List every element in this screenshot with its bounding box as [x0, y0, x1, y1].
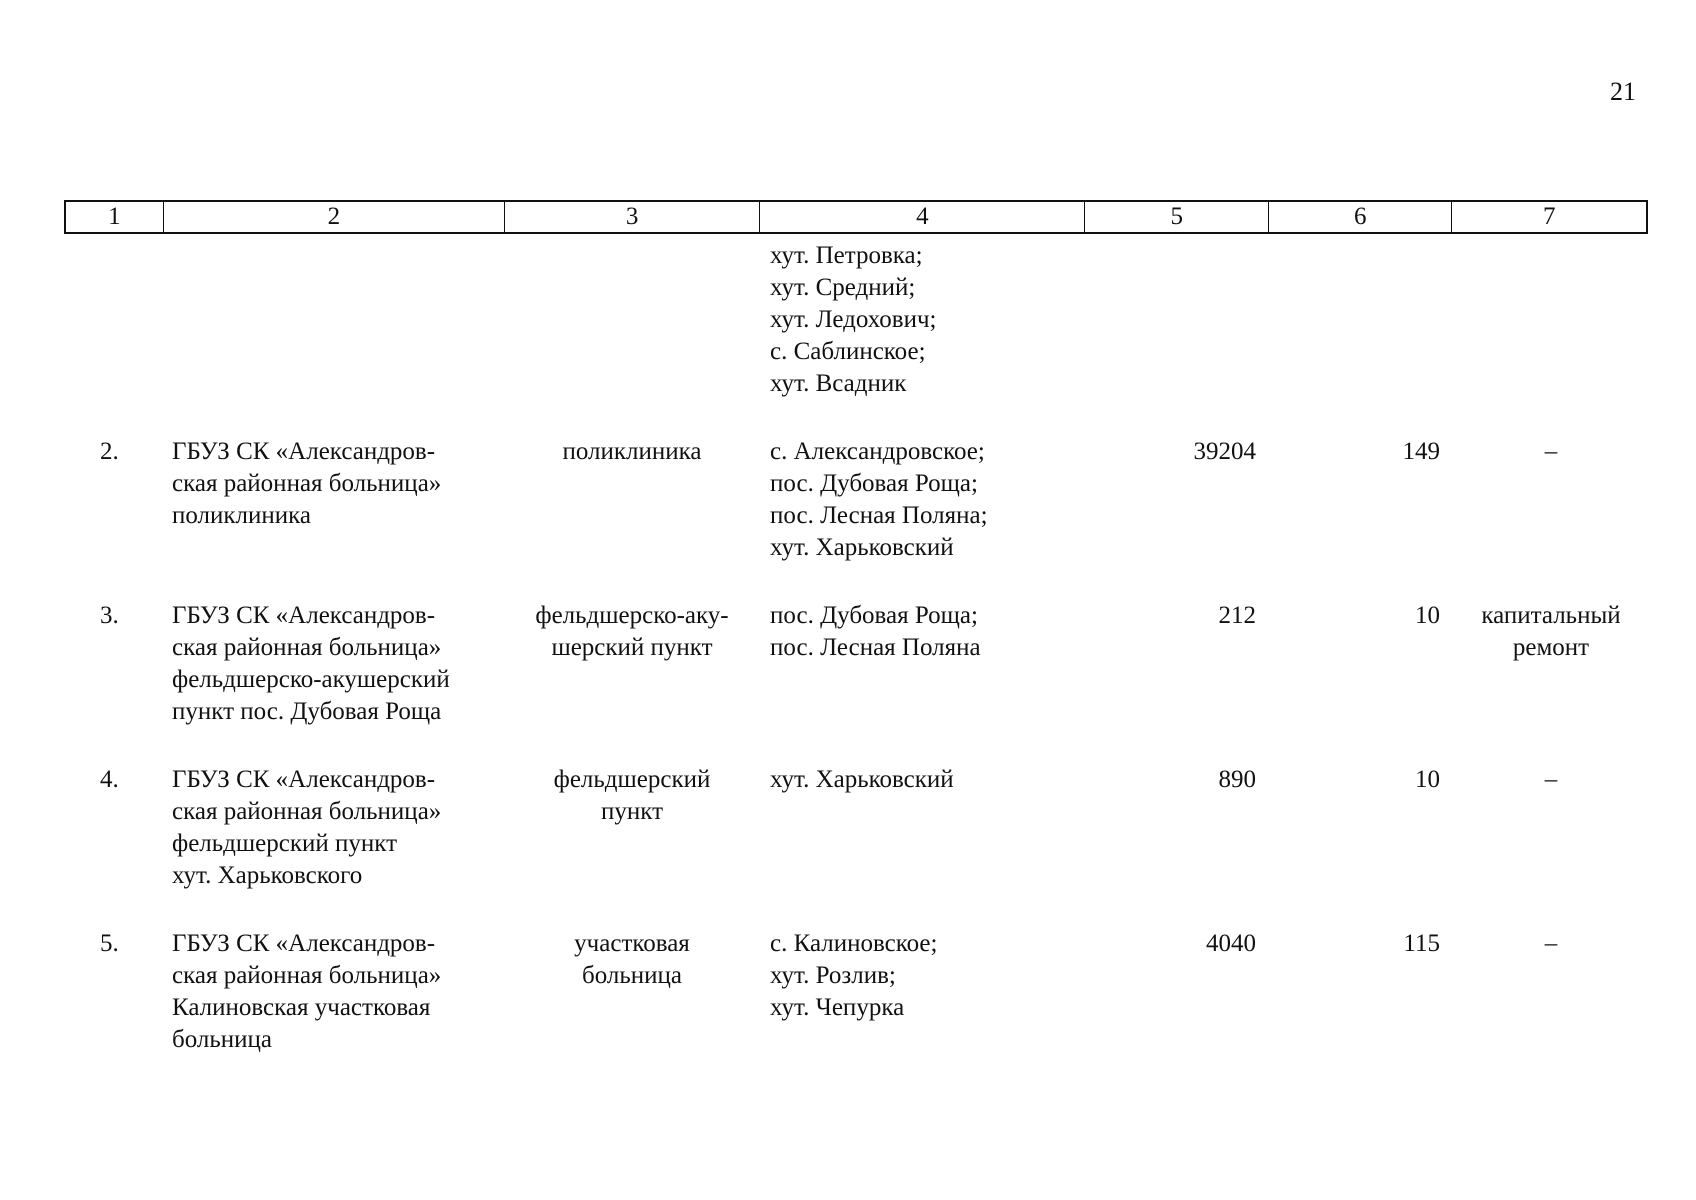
population-cell: 4040	[1206, 930, 1256, 957]
population-cell: 39204	[1193, 438, 1256, 465]
org-line: ская районная больница»	[172, 962, 442, 989]
type-line: участковая	[574, 930, 690, 957]
localities-cell	[760, 764, 1086, 892]
locality: с. Саблинское;	[770, 338, 926, 365]
capacity-cell: 149	[1402, 438, 1440, 465]
locality: хут. Розлив;	[770, 962, 896, 989]
population-cell: 212	[1218, 602, 1256, 629]
org-line: ская районная больница»	[172, 798, 442, 825]
capacity-cell: 115	[1403, 930, 1440, 957]
column-header-4: 4	[760, 202, 1085, 232]
organization-cell	[162, 764, 504, 892]
repair-line: –	[1544, 766, 1558, 793]
organization-cell	[162, 928, 504, 1056]
localities-cell	[760, 928, 1086, 1056]
column-header-1: 1	[66, 202, 164, 232]
locality: хут. Харьковский	[770, 534, 954, 561]
table-row	[64, 600, 1648, 728]
row-number: 3.	[100, 602, 119, 629]
org-line: больница	[172, 1026, 272, 1053]
repair-line: ремонт	[1512, 634, 1590, 661]
table-row	[64, 436, 1648, 564]
facility-type-cell	[504, 928, 760, 1056]
type-line: фельдшерско-аку-	[535, 602, 729, 629]
column-header-6: 6	[1269, 202, 1453, 232]
column-header-5: 5	[1085, 202, 1269, 232]
locality: хут. Петровка;	[770, 242, 923, 269]
column-header-3: 3	[505, 202, 760, 232]
page-number: 21	[1610, 77, 1636, 106]
locality: с. Калиновское;	[770, 930, 938, 957]
org-line: ГБУЗ СК «Александров-	[172, 602, 436, 629]
org-line: Калиновская участковая	[172, 994, 431, 1021]
org-line: ская районная больница»	[172, 470, 442, 497]
org-line: ГБУЗ СК «Александров-	[172, 438, 436, 465]
org-line: ГБУЗ СК «Александров-	[172, 930, 436, 957]
facility-type-cell	[504, 764, 760, 892]
locality: хут. Всадник	[770, 370, 907, 397]
org-line: пункт пос. Дубовая Роща	[172, 698, 442, 725]
locality: хут. Харьковский	[770, 766, 954, 793]
capacity-cell: 10	[1415, 602, 1440, 629]
org-line: фельдшерский пункт	[172, 830, 397, 857]
localities-cell	[760, 600, 1086, 728]
facility-type-cell	[504, 436, 760, 564]
repair-cell	[1454, 764, 1648, 892]
localities-cell	[760, 240, 1086, 400]
organization-cell	[162, 600, 504, 728]
repair-line: –	[1544, 930, 1558, 957]
column-header-2: 2	[164, 202, 505, 232]
repair-cell	[1454, 928, 1648, 1056]
type-line: шерский пункт	[551, 634, 713, 661]
locality: хут. Чепурка	[770, 994, 905, 1021]
org-line: ГБУЗ СК «Александров-	[172, 766, 436, 793]
type-line: больница	[582, 962, 682, 989]
row-number: 2.	[100, 438, 119, 465]
repair-cell	[1454, 600, 1648, 728]
row-number: 5.	[100, 930, 119, 957]
repair-cell	[1454, 436, 1648, 564]
table-row-continuation	[64, 240, 1648, 400]
population-cell: 890	[1218, 766, 1256, 793]
locality: с. Александровское;	[770, 438, 985, 465]
org-line: хут. Харьковского	[172, 862, 363, 889]
capacity-cell: 10	[1415, 766, 1440, 793]
localities-cell	[760, 436, 1086, 564]
locality: пос. Лесная Поляна;	[770, 502, 988, 529]
org-line: фельдшерско-акушерский	[172, 666, 450, 693]
column-header-7: 7	[1542, 203, 1556, 230]
type-line: фельдшерский	[553, 766, 711, 793]
locality: пос. Дубовая Роща;	[770, 470, 978, 497]
organization-cell	[162, 436, 504, 564]
table-header	[64, 200, 1648, 234]
type-line: пункт	[601, 798, 663, 825]
org-line: ская районная больница»	[172, 634, 442, 661]
locality: хут. Ледохович;	[770, 306, 937, 333]
repair-line: –	[1544, 438, 1558, 465]
repair-line: капитальный	[1481, 602, 1621, 629]
locality: хут. Средний;	[770, 274, 916, 301]
locality: пос. Дубовая Роща;	[770, 602, 978, 629]
locality: пос. Лесная Поляна	[770, 634, 981, 661]
org-line: поликлиника	[172, 502, 312, 529]
type-line: поликлиника	[562, 438, 702, 465]
table-row	[64, 928, 1648, 1056]
row-number: 4.	[100, 766, 119, 793]
table-row	[64, 764, 1648, 892]
facility-type-cell	[504, 600, 760, 728]
